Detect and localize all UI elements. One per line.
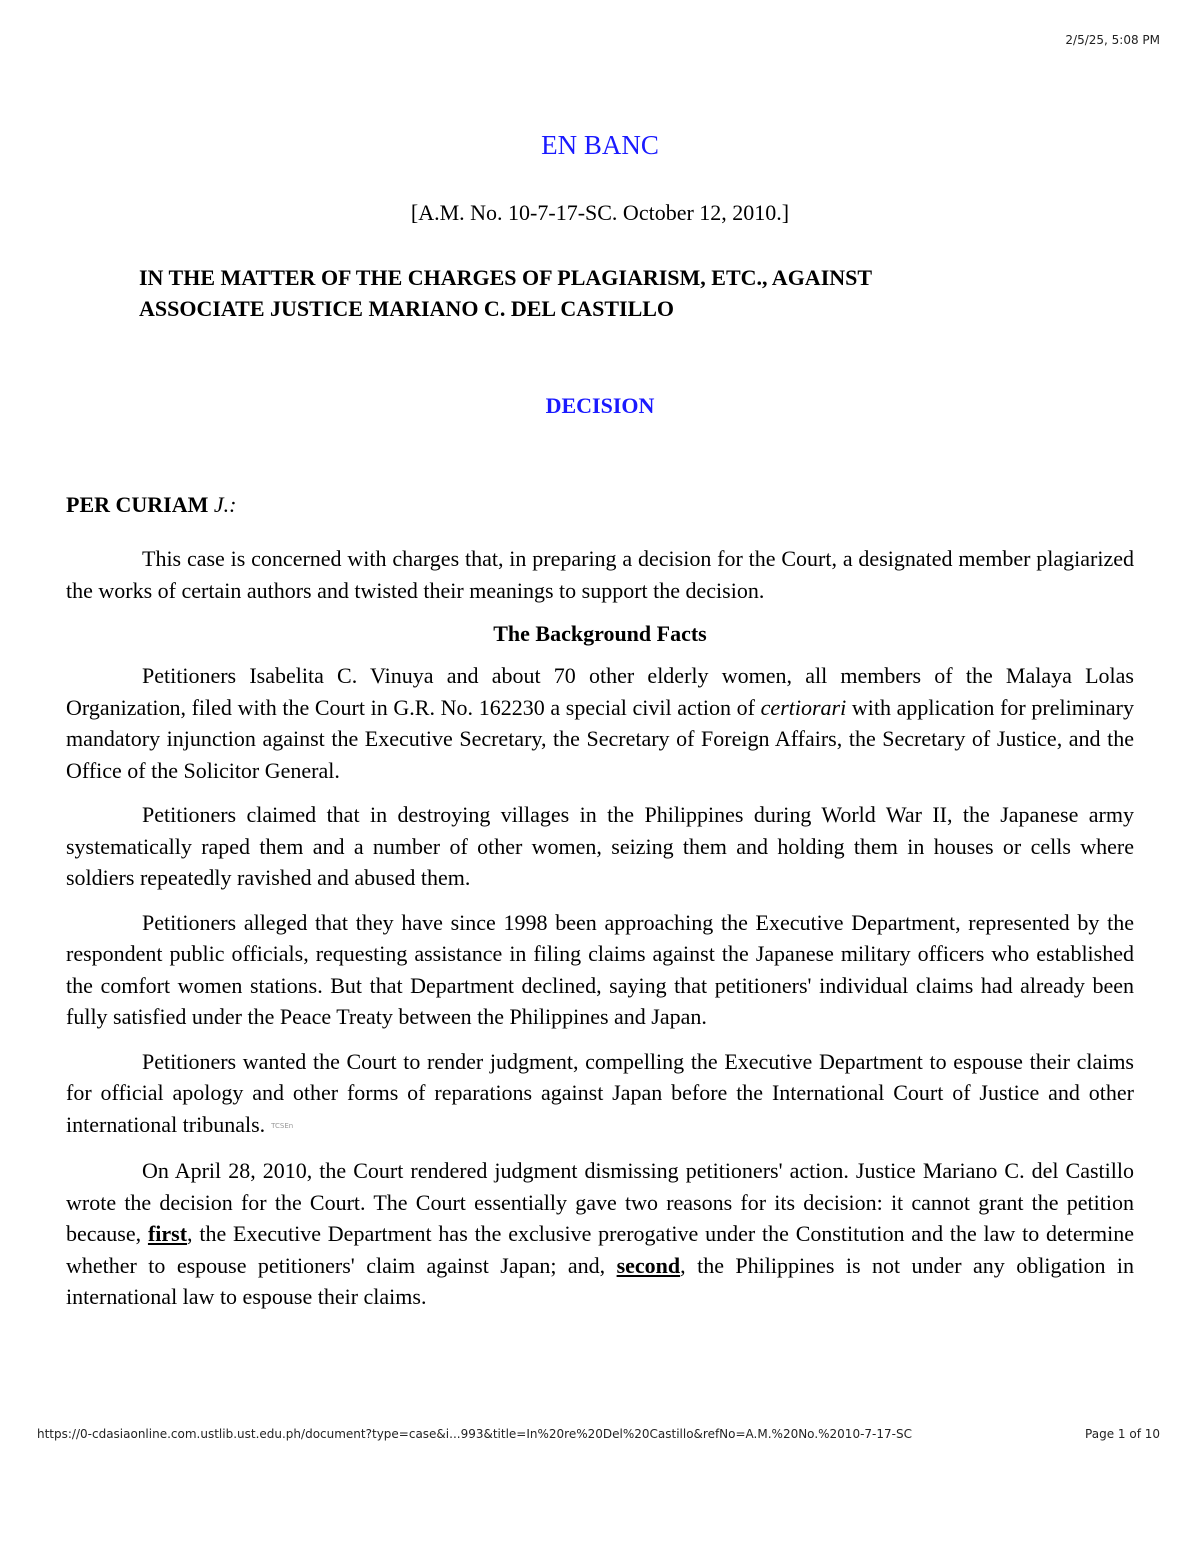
emphasis-second: second: [616, 1252, 681, 1278]
print-timestamp: 2/5/25, 5:08 PM: [1065, 33, 1160, 47]
case-title-line: ASSOCIATE JUSTICE MARIANO C. DEL CASTILLO: [139, 296, 675, 321]
paragraph: [66, 1046, 1134, 1143]
paragraph-text: , the Philippines is not under any obligation in international law to espouse their claims.: [66, 1252, 1134, 1310]
per-curiam-suffix: J.:: [213, 492, 237, 517]
paragraph: [66, 660, 1134, 786]
per-curiam-label: PER CURIAM: [66, 492, 209, 517]
paragraph: Petitioners alleged that they have since 1998 been approaching the Executive Department, represented by the respondent public officials, requesting assistance in filing claims against the Japanese military officers who established the comfort women stations. But that Department declined, saying that petitioners' individual claims had already been fully satisfied under the Peace Treaty between the Philippines and Japan.: [66, 909, 1134, 1029]
paragraph: Petitioners claimed that in destroying villages in the Philippines during World War II, the Japanese army systematically raped them and a number of other women, seizing them and holding them in houses or cells where soldiers repeatedly ravished and abused them.: [66, 802, 1134, 890]
paragraph-text: with application for preliminary mandatory injunction against the Executive Secretary, the Secretary of Foreign Affairs, the Secretary of Justice, and the Office of the Solicitor General.: [66, 694, 1135, 783]
print-footer: [37, 1427, 1160, 1441]
decision-heading: DECISION: [545, 393, 655, 418]
paragraph-text: , the Executive Department has the exclusive prerogative under the Constitution and the law to determine whether to espouse petitioners' claim against Japan; and,: [66, 1221, 1135, 1278]
paragraph: [66, 1155, 1134, 1313]
paragraph-text: Petitioners wanted the Court to render judgment, compelling the Executive Department to espouse their claims for official apology and other forms of reparations against Japan before the International Court of Justice and other international tribunals.: [66, 1048, 1134, 1137]
page-number: Page 1 of 10: [1085, 1427, 1160, 1441]
case-title-line: IN THE MATTER OF THE CHARGES OF PLAGIARISM, ETC., AGAINST: [139, 265, 873, 290]
italic-term: certiorari: [760, 694, 847, 720]
paragraph-text: Petitioners Isabelita C. Vinuya and about 70 other elderly women, all members of the Malaya Lolas Organization, filed with the Court in G.R. No. 162230 a special civil action of: [66, 663, 1134, 720]
paragraph-text: On April 28, 2010, the Court rendered judgment dismissing petitioners' action. Justice Mariano C. del Castillo wrote the decision for the Court. The Court essentially gave two reasons for its decision: it cannot grant the petition because,: [66, 1158, 1134, 1247]
document-page: [66, 130, 1134, 1313]
emphasis-first: first: [147, 1221, 188, 1247]
hidden-tag: TCSEn: [271, 1121, 294, 1130]
source-url: https://0-cdasiaonline.com.ustlib.ust.edu.ph/document?type=case&i...993&title=In%20re%20Del%20Castillo&refNo=A.M.%20No.%2010-7-17-SC: [37, 1427, 912, 1441]
section-heading: The Background Facts: [493, 621, 707, 646]
case-title: [66, 262, 1134, 324]
division-heading: EN BANC: [541, 130, 659, 160]
case-reference: [A.M. No. 10-7-17-SC. October 12, 2010.]: [410, 200, 790, 225]
paragraph: This case is concerned with charges that, in preparing a decision for the Court, a designated member plagiarized the works of certain authors and twisted their meanings to support the decision.: [66, 546, 1134, 603]
per-curiam-line: [66, 492, 1134, 518]
